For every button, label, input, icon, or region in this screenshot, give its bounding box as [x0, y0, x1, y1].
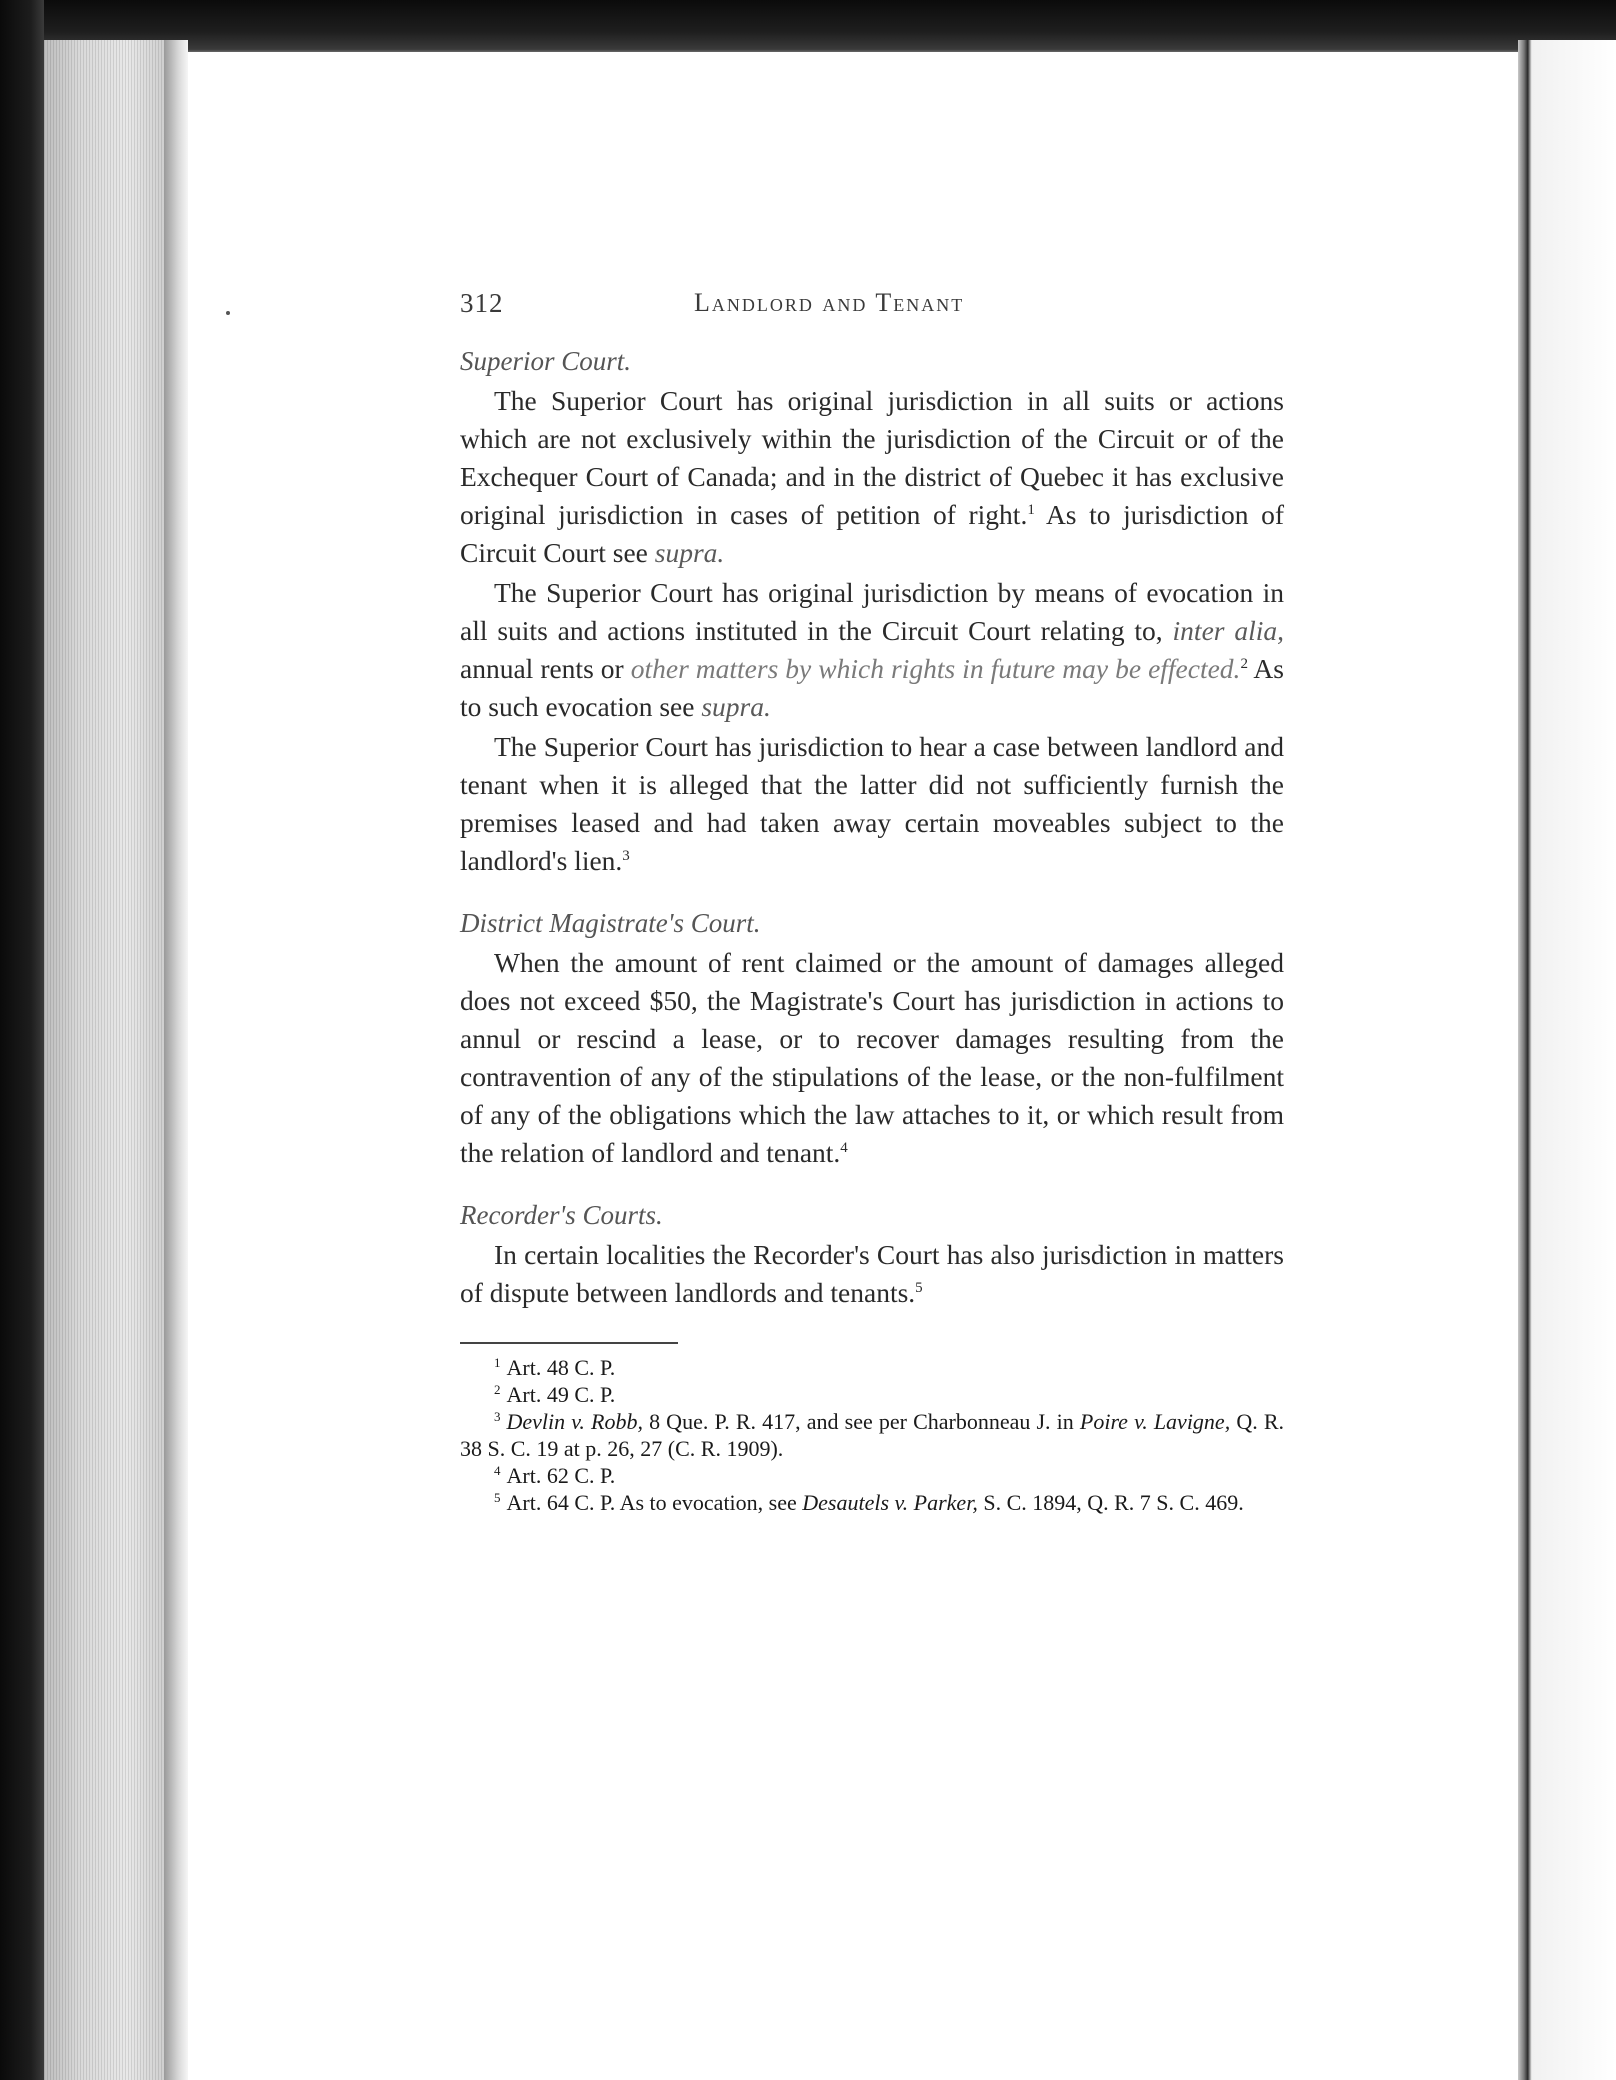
footnote-ref: 3	[622, 847, 630, 864]
paragraph-text: As to such evocation see	[460, 653, 1284, 722]
paragraph-text: The Superior Court has original jurisdiction by means of evocation in all suits and actions instituted in the Circuit Court relating to,	[460, 577, 1284, 646]
footnote-ref: 1	[1027, 501, 1035, 518]
footnote-ref: 5	[915, 1279, 923, 1296]
paragraph-italic: supra.	[701, 691, 771, 722]
page-number: 312	[460, 288, 504, 318]
section-heading-recorders-courts: Recorder's Courts.	[460, 1200, 663, 1230]
paragraph-italic: supra.	[654, 537, 725, 568]
footnote-4	[460, 1462, 1284, 1489]
paragraph-superior-1	[460, 382, 1284, 572]
section-heading-district-magistrate: District Magistrate's Court.	[460, 908, 761, 938]
paragraph-superior-3	[460, 728, 1284, 880]
paragraph-text: When the amount of rent claimed or the amount of damages alleged does not exceed $50, the Magistrate's Court has jurisdiction in actions to annul or rescind a lease, or to recover damages resulting from the contravention of any of the stipulations of the lease, or the non-fulfilment of any of the obligations which the law attaches to it, or which result from the relation of landlord and tenant.	[460, 947, 1284, 1168]
footnote-1	[460, 1354, 1284, 1381]
footnote-ref: 4	[840, 1139, 848, 1156]
paragraph-text: The Superior Court has original jurisdiction in all suits or actions which are not exclusively within the jurisdiction of the Circuit or of the Exchequer Court of Canada; and in the district of Quebec it has exclusive original jurisdiction in cases of petition of right.	[460, 385, 1284, 530]
book-top-shadow	[0, 0, 1616, 58]
footnote-text: Art. 49 C. P.	[506, 1382, 616, 1407]
footnote-text: S. C. 1894, Q. R. 7 S. C. 469.	[977, 1490, 1244, 1515]
footnote-2	[460, 1381, 1284, 1408]
paragraph-recorders-1	[460, 1236, 1284, 1312]
footnote-rule	[460, 1342, 678, 1344]
book-gutter	[164, 40, 188, 2080]
page-text-block	[460, 288, 1284, 1516]
footnote-3	[460, 1408, 1284, 1462]
page-speck	[226, 311, 230, 315]
paragraph-superior-2	[460, 574, 1284, 726]
footnote-ref: 2	[1240, 655, 1248, 672]
running-title: Landlord and Tenant	[694, 288, 965, 317]
paragraph-text: In certain localities the Recorder's Court has also jurisdiction in matters of dispute between landlords and tenants.	[460, 1239, 1284, 1308]
footnote-text: Art. 62 C. P.	[506, 1463, 616, 1488]
case-name: Devlin v. Robb,	[506, 1409, 643, 1434]
paragraph-text: The Superior Court has jurisdiction to hear a case between landlord and tenant when it is alleged that the latter did not sufficiently furnish the premises leased and had taken away certain moveables subject to the landlord's lien.	[460, 731, 1284, 876]
footnote-number: 2	[494, 1381, 501, 1397]
running-head	[460, 288, 1284, 328]
footnote-text: Art. 48 C. P.	[506, 1355, 616, 1380]
facing-page-edge	[1518, 40, 1616, 2080]
footnote-text: Art. 64 C. P. As to evocation, see	[506, 1490, 803, 1515]
paragraph-italic: inter alia,	[1172, 615, 1284, 646]
footnote-number: 4	[494, 1462, 501, 1478]
footnote-text: 8 Que. P. R. 417, and see per Charbonneau J. in	[642, 1409, 1080, 1434]
case-name: Desautels v. Parker,	[802, 1490, 978, 1515]
paragraph-text: annual rents or	[460, 653, 631, 684]
paragraph-text: As to jurisdiction of Circuit Court see	[460, 499, 1284, 568]
paragraph-italic: other matters by which rights in future may be effected.	[630, 653, 1241, 684]
book-cover-edge	[0, 0, 44, 2080]
section-heading-superior-court: Superior Court.	[460, 346, 632, 376]
footnote-text: Q. R. 38 S. C. 19 at p. 26, 27 (C. R. 1909).	[460, 1409, 1284, 1461]
footnote-number: 1	[494, 1354, 501, 1370]
paragraph-magistrate-1	[460, 944, 1284, 1172]
footnote-5	[460, 1489, 1284, 1516]
footnote-number: 3	[494, 1408, 501, 1424]
page-stack-edges	[44, 40, 164, 2080]
case-name: Poire v. Lavigne,	[1079, 1409, 1231, 1434]
footnote-number: 5	[494, 1489, 501, 1505]
